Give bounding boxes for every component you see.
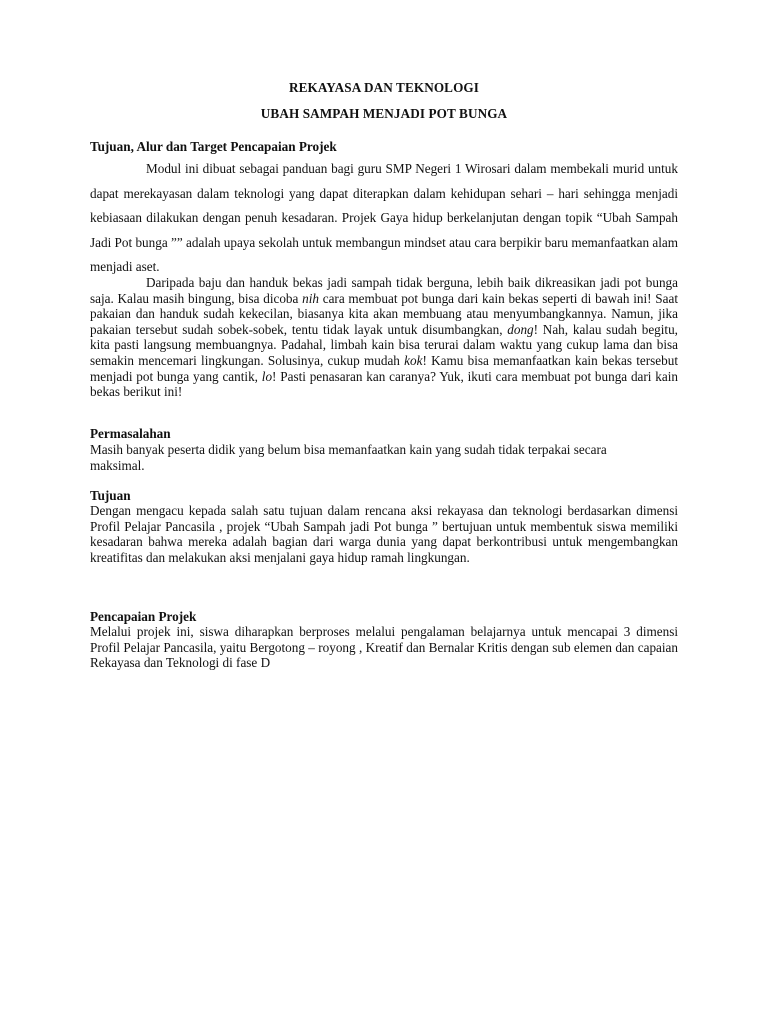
section-heading-tujuan-alur: Tujuan, Alur dan Target Pencapaian Projek <box>90 139 337 154</box>
paragraph-pencapaian: Melalui projek ini, siswa diharapkan berproses melalui pengalaman belajarnya untuk mencapai 3 dimensi Profil Pelajar Pancasila, yaitu Bergotong – royong , Kreatif dan Bernalar Kritis dengan sub elemen dan capaian Rekayasa dan Teknologi di fase D <box>90 624 678 671</box>
document-title: REKAYASA DAN TEKNOLOGI <box>288 80 480 95</box>
paragraph-modul: Modul ini dibuat sebagai panduan bagi guru SMP Negeri 1 Wirosari dalam membekali murid untuk dapat merekayasan dalam teknologi yang dapat diterapkan dalam kehidupan sehari – hari sehingga menjadi kebiasaan dilakukan dengan penuh kesadaran. Projek Gaya hidup berkelanjutan dengan topik “Ubah Sampah Jadi Pot bunga ”” adalah upaya sekolah untuk membangun mindset atau cara berpikir baru memanfaatkan alam menjadi aset. <box>90 161 678 274</box>
text-span: ! Pasti penasaran kan caranya? Yuk, ikuti cara membuat pot bunga dari kain bekas berikut ini! <box>90 368 678 400</box>
paragraph-tujuan: Dengan mengacu kepada salah satu tujuan dalam rencana aksi rekayasa dan teknologi berdasarkan dimensi Profil Pelajar Pancasila , projek “Ubah Sampah jadi Pot bunga ” bertujuan untuk membentuk siswa memiliki kesadaran bahwa mereka adalah bagian dari warga dunia yang dapat berkontribusi untuk mengembangkan kreatifitas dan melakukan aksi menjalani gaya hidup ramah lingkungan. <box>90 503 678 565</box>
text-span: ! Kamu bisa memanfaatkan kain bekas tersebut menjadi pot bunga yang cantik, <box>90 352 678 384</box>
text-span: Daripada baju dan handuk bekas jadi sampah tidak berguna, lebih baik dikreasikan jadi pot bunga saja. Kalau masih bingung, bisa dicoba <box>90 275 678 306</box>
document-subtitle: UBAH SAMPAH MENJADI POT BUNGA <box>260 106 508 121</box>
section-heading-pencapaian: Pencapaian Projek <box>90 609 197 624</box>
section-heading-tujuan: Tujuan <box>90 488 131 503</box>
italic-word: dong <box>507 321 534 337</box>
text-span: cara membuat pot bunga dari kain bekas seperti di bawah ini! Saat pakaian dan handuk sudah kekecilan, biasanya kita akan membuang atau menyumbangkannya. Namun, jika pakaian tersebut sudah sobek-sobek, tentu tidak layak untuk disumbangkan, <box>90 290 678 337</box>
text-span: ! Nah, kalau sudah begitu, kita pasti langsung membuangnya. Padahal, limbah kain bisa terurai dalam waktu yang cukup lama dan bisa semakin mencemari lingkungan. Solusinya, cukup mudah <box>90 321 678 368</box>
paragraph-daripada <box>90 275 678 400</box>
section-heading-permasalahan: Permasalahan <box>90 426 171 441</box>
italic-word: kok <box>404 352 423 368</box>
italic-word: nih <box>302 290 319 306</box>
italic-word: lo <box>261 368 273 384</box>
paragraph-permasalahan: Masih banyak peserta didik yang belum bisa memanfaatkan kain yang sudah tidak terpakai secara maksimal. <box>90 442 607 473</box>
